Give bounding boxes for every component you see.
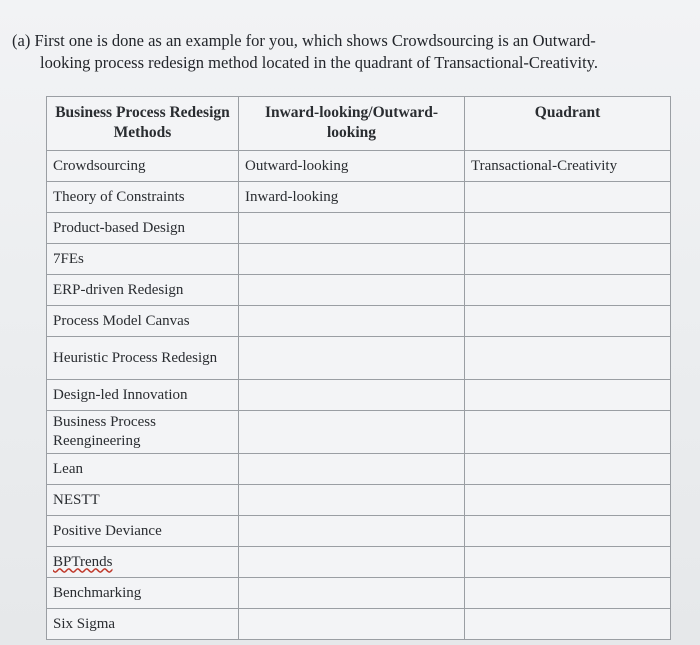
method-cell: Business Process Reengineering — [47, 411, 239, 454]
question-line-2: looking process redesign method located in the quadrant of Transactional-Creativity. — [40, 53, 598, 72]
quadrant-cell[interactable] — [465, 337, 671, 380]
table-row — [47, 337, 671, 380]
table-row — [47, 578, 671, 609]
question-text — [12, 30, 692, 74]
question-line-1: (a) First one is done as an example for you, which shows Crowdsourcing is an Outward- — [12, 31, 596, 50]
orientation-cell[interactable] — [239, 516, 465, 547]
orientation-cell[interactable] — [239, 609, 465, 640]
orientation-cell[interactable] — [239, 380, 465, 411]
method-cell: 7FEs — [47, 244, 239, 275]
header-methods: Business Process Redesign Methods — [47, 97, 239, 151]
header-orientation: Inward-looking/Outward-looking — [239, 97, 465, 151]
orientation-cell[interactable] — [239, 454, 465, 485]
orientation-cell[interactable] — [239, 244, 465, 275]
orientation-cell[interactable] — [239, 275, 465, 306]
method-cell: Lean — [47, 454, 239, 485]
quadrant-cell[interactable] — [465, 485, 671, 516]
table-row — [47, 306, 671, 337]
header-quadrant: Quadrant — [465, 97, 671, 151]
orientation-cell[interactable] — [239, 337, 465, 380]
method-cell: Heuristic Process Redesign — [47, 337, 239, 380]
quadrant-cell[interactable] — [465, 578, 671, 609]
table-row — [47, 275, 671, 306]
table-row — [47, 609, 671, 640]
quadrant-cell[interactable] — [465, 182, 671, 213]
quadrant-cell[interactable] — [465, 516, 671, 547]
orientation-cell[interactable] — [239, 411, 465, 454]
quadrant-cell[interactable] — [465, 411, 671, 454]
method-cell: ERP-driven Redesign — [47, 275, 239, 306]
method-cell: Positive Deviance — [47, 516, 239, 547]
quadrant-cell[interactable] — [465, 244, 671, 275]
method-cell: NESTT — [47, 485, 239, 516]
method-cell — [47, 547, 239, 578]
table-row — [47, 182, 671, 213]
table-row — [47, 516, 671, 547]
quadrant-cell[interactable] — [465, 213, 671, 244]
method-cell: Benchmarking — [47, 578, 239, 609]
table-row — [47, 213, 671, 244]
method-cell: Theory of Constraints — [47, 182, 239, 213]
orientation-cell[interactable]: Outward-looking — [239, 151, 465, 182]
redesign-methods-table — [46, 96, 671, 640]
table-row — [47, 411, 671, 454]
orientation-cell[interactable] — [239, 578, 465, 609]
method-label-spellcheck: BPTrends — [53, 553, 113, 570]
quadrant-cell[interactable] — [465, 547, 671, 578]
table-header-row — [47, 97, 671, 151]
table-row — [47, 380, 671, 411]
orientation-cell[interactable] — [239, 306, 465, 337]
quadrant-cell[interactable] — [465, 275, 671, 306]
method-cell: Design-led Innovation — [47, 380, 239, 411]
orientation-cell[interactable] — [239, 485, 465, 516]
quadrant-cell[interactable] — [465, 306, 671, 337]
quadrant-cell[interactable]: Transactional-Creativity — [465, 151, 671, 182]
table-row — [47, 151, 671, 182]
table-row — [47, 244, 671, 275]
method-cell: Product-based Design — [47, 213, 239, 244]
table-row — [47, 485, 671, 516]
table-row — [47, 547, 671, 578]
orientation-cell[interactable]: Inward-looking — [239, 182, 465, 213]
method-cell: Crowdsourcing — [47, 151, 239, 182]
quadrant-cell[interactable] — [465, 380, 671, 411]
orientation-cell[interactable] — [239, 213, 465, 244]
orientation-cell[interactable] — [239, 547, 465, 578]
method-cell: Six Sigma — [47, 609, 239, 640]
quadrant-cell[interactable] — [465, 609, 671, 640]
method-cell: Process Model Canvas — [47, 306, 239, 337]
quadrant-cell[interactable] — [465, 454, 671, 485]
table-row — [47, 454, 671, 485]
